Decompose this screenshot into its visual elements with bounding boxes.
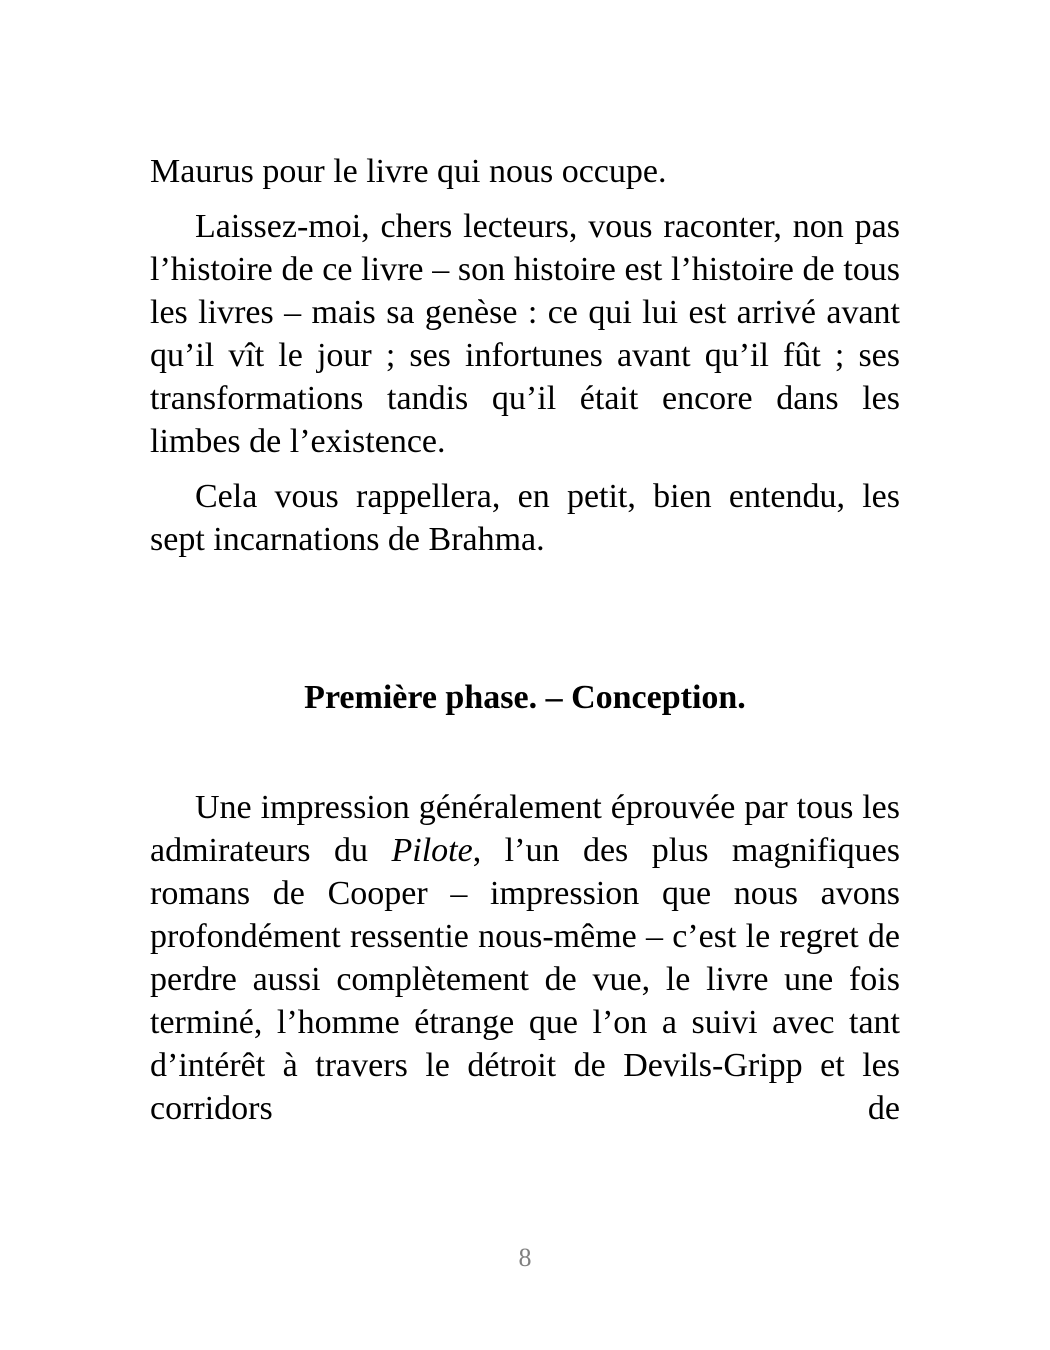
- paragraph-pilote-start: Une impression généralement éprouvée par tous les admirateurs du: [150, 789, 900, 869]
- paragraph-brahma: Cela vous rappellera, en petit, bien entendu, les sept incarnations de Brahma.: [150, 478, 900, 558]
- paragraph-genesis: Laissez-moi, chers lecteurs, vous raconter, non pas l’histoire de ce livre – son histoire est l’histoire de tous les livres – mais sa genèse : ce qui lui est arrivé avant qu’il vît le jour ; ses infortunes avant qu’il fût ; ses transformations tandis qu’il était encore dans les limbes de l’existence.: [150, 208, 900, 460]
- section-title: Première phase. – Conception.: [304, 679, 746, 716]
- book-title-pilote: Pilote: [391, 832, 473, 869]
- paragraph-pilote-end: , l’un des plus magnifiques romans de Cooper – impression que nous avons profondément ressentie nous-même – c’est le regret de perdre aussi complètement de vue, le livre une fois terminé, l’homme étrange que l’on a suivi avec tant d’intérêt à travers le détroit de Devils-Gripp et les corridors de: [150, 832, 900, 1127]
- page-body: [150, 150, 900, 1130]
- continuation-line: Maurus pour le livre qui nous occupe.: [150, 153, 667, 190]
- paragraph-pilote: [150, 786, 900, 1130]
- page-number: 8: [518, 1243, 532, 1272]
